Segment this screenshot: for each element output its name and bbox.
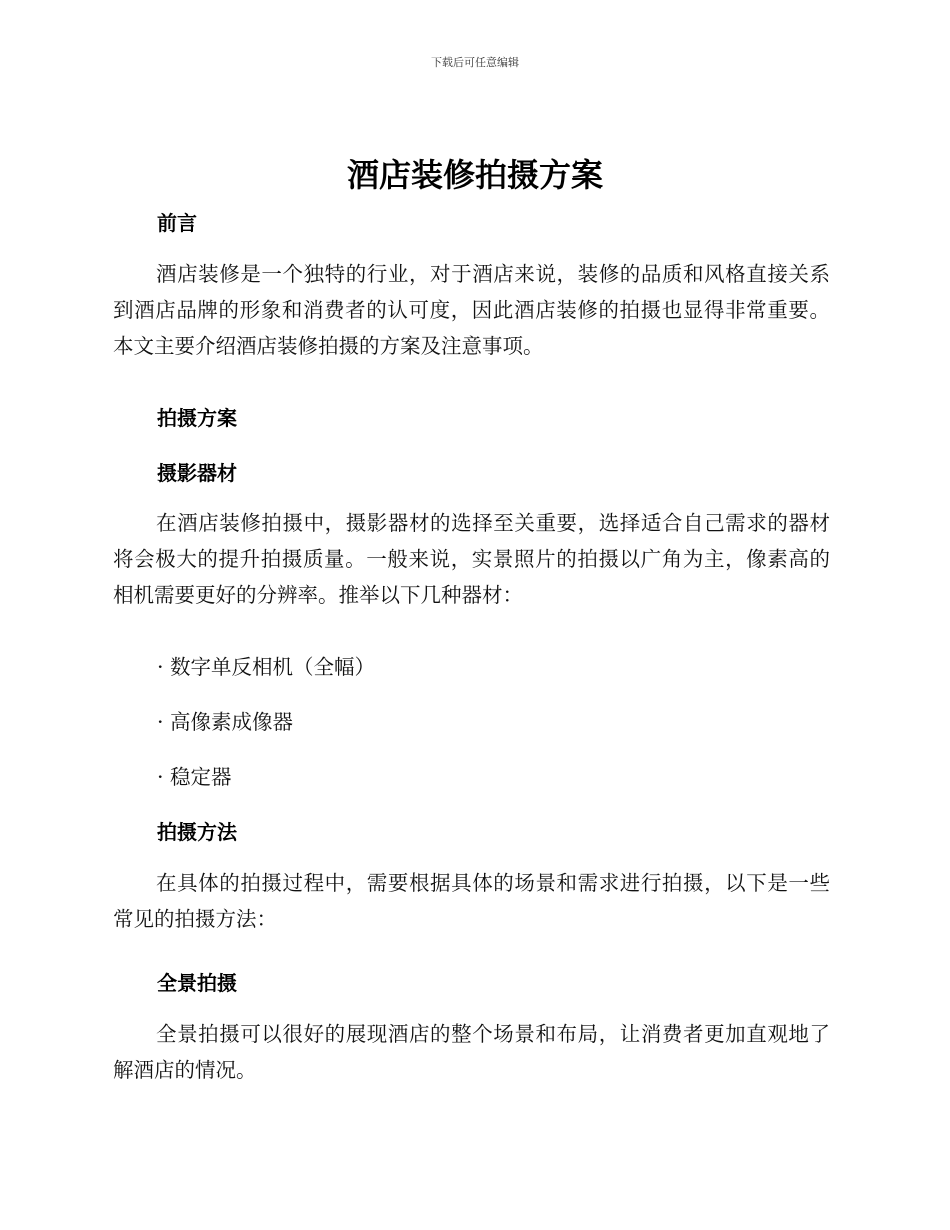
heading-method: 拍摄方法 — [157, 820, 237, 844]
list-item: · 高像素成像器 — [157, 710, 294, 734]
paragraph-equipment: 在酒店装修拍摄中，摄影器材的选择至关重要，选择适合自己需求的器材将会极大的提升拍摄质量。一般来说，实景照片的拍摄以广角为主，像素高的相机需要更好的分辨率。推举以下几种器材： — [113, 511, 830, 607]
paragraph-preface: 酒店装修是一个独特的行业，对于酒店来说，装修的品质和风格直接关系到酒店品牌的形象和消费者的认可度，因此酒店装修的拍摄也显得非常重要。本文主要介绍酒店装修拍摄的方案及注意事项。 — [113, 262, 830, 358]
heading-equipment: 摄影器材 — [157, 461, 237, 485]
paragraph-panorama: 全景拍摄可以很好的展现酒店的整个场景和布局，让消费者更加直观地了解酒店的情况。 — [113, 1022, 830, 1082]
heading-panorama: 全景拍摄 — [157, 971, 237, 995]
heading-preface: 前言 — [157, 211, 197, 235]
list-item: · 稳定器 — [157, 765, 232, 789]
paragraph-method: 在具体的拍摄过程中，需要根据具体的场景和需求进行拍摄，以下是一些常见的拍摄方法： — [113, 871, 830, 931]
document-title: 酒店装修拍摄方案 — [346, 156, 603, 194]
heading-plan: 拍摄方案 — [157, 406, 237, 430]
list-item: · 数字单反相机（全幅） — [157, 655, 376, 679]
header-note: 下载后可任意编辑 — [431, 56, 519, 69]
